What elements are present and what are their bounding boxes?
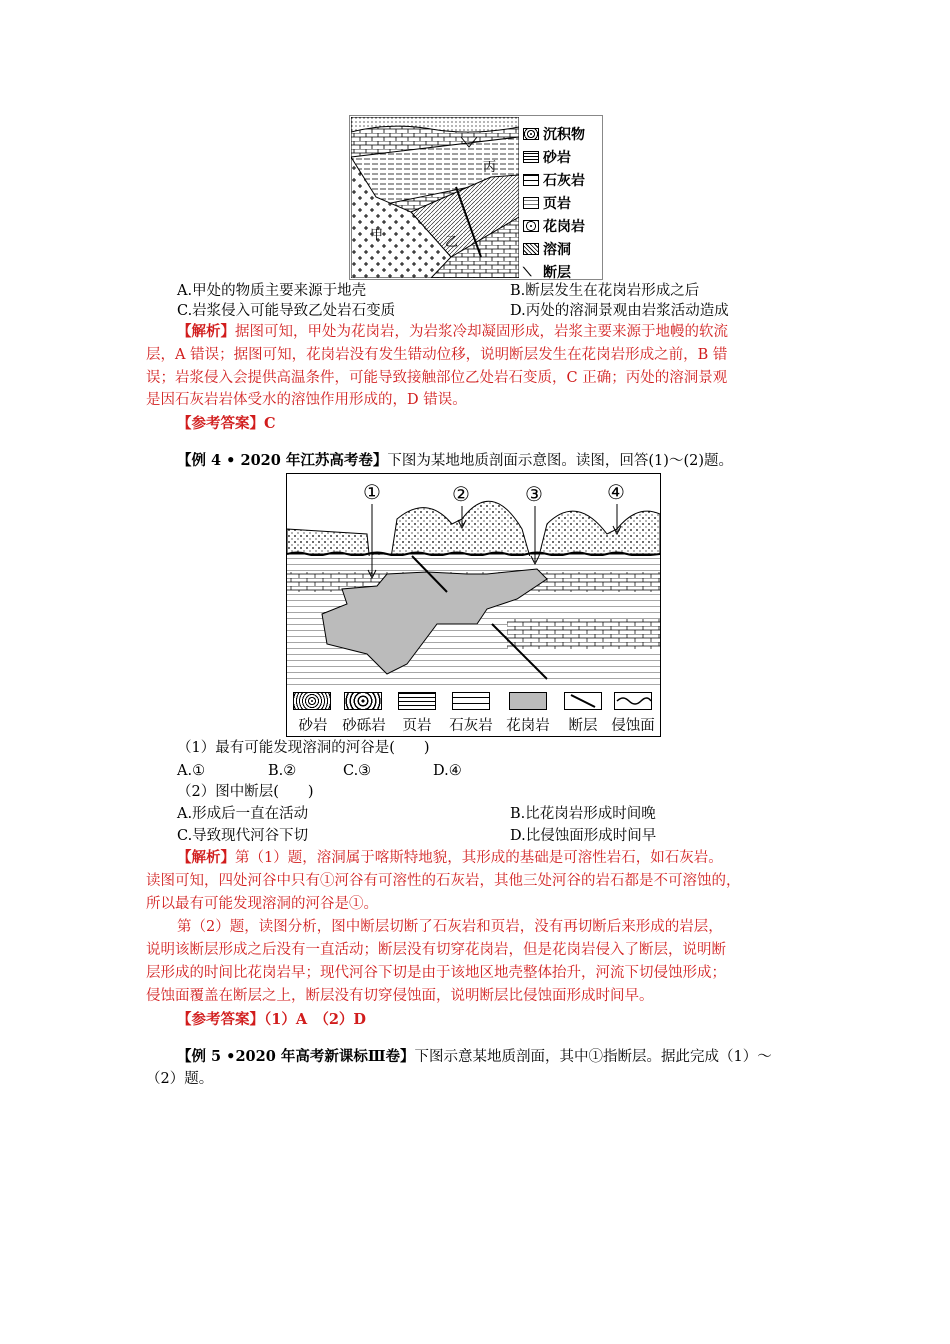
fault-swatch — [564, 692, 602, 710]
ex4-q1: （1）最有可能发现溶洞的河谷是( ) — [177, 740, 430, 756]
analysis-text: 据图可知，甲处为花岗岩，为岩浆冷却凝固形成，岩浆主要来源于地幔的软流 — [235, 324, 728, 340]
ex4-analysis-line-7: 侵蚀面覆盖在断层之上，断层没有切穿侵蚀面，说明断层比侵蚀面形成时间早。 — [146, 988, 654, 1004]
geologic-profile-diagram — [287, 474, 660, 689]
valley-label-4: ④ — [607, 480, 625, 504]
granite-swatch — [523, 220, 539, 232]
legend-shale — [523, 193, 571, 213]
legend-label: 沉积物 — [543, 127, 585, 143]
q3-analysis-line-4: 是因石灰岩岩体受水的溶蚀作用形成的，D 错误。 — [146, 392, 467, 408]
q3-analysis-line-1 — [177, 322, 728, 342]
q3-option-b: B.断层发生在花岗岩形成之后 — [510, 283, 700, 299]
limestone-swatch — [523, 174, 539, 186]
legend-shale: 页岩 — [402, 718, 432, 734]
analysis-text: 第（1）题，溶洞属于喀斯特地貌，其形成的基础是可溶性岩石，如石灰岩。 — [235, 850, 723, 866]
legend-granite: 花岗岩 — [506, 718, 550, 734]
valley-label-2: ② — [452, 482, 470, 506]
ex4-q2-option-a: A.形成后一直在活动 — [177, 806, 309, 822]
legend-sandstone: 砂岩 — [298, 718, 328, 734]
answer-value: （1）A （2）D — [264, 1011, 367, 1028]
fault-symbol-icon: ⟍ — [523, 264, 532, 279]
ex4-q1-option-b: B.② — [268, 763, 297, 779]
geologic-figure-1 — [349, 115, 603, 280]
shale-swatch — [398, 692, 436, 710]
geologic-figure-2 — [286, 473, 661, 737]
q3-answer — [177, 414, 276, 434]
analysis-label: 【解析】 — [177, 849, 235, 866]
erosion-surface-icon — [615, 693, 651, 709]
erosion-swatch — [614, 692, 652, 710]
geologic-section-diagram — [351, 117, 519, 278]
sandstone-swatch — [523, 151, 539, 163]
ex4-q2: （2）图中断层( ) — [177, 784, 314, 800]
sandgravel-swatch — [344, 692, 382, 710]
valley-label-1: ① — [363, 480, 381, 504]
answer-value: C — [264, 415, 276, 432]
ex4-q1-option-c: C.③ — [343, 763, 372, 779]
ex5-header: 【例 5 •2020 年高考新课标Ⅲ卷】 — [177, 1048, 415, 1065]
answer-label: 【参考答案】 — [177, 1011, 264, 1028]
limestone-swatch — [452, 692, 490, 710]
ex4-prompt-text: 下图为某地地质剖面示意图。读图，回答(1)～(2)题。 — [387, 453, 733, 469]
ex4-q2-option-b: B.比花岗岩形成时间晚 — [510, 806, 656, 822]
ex4-analysis-line-4: 第（2）题，读图分析，图中断层切断了石灰岩和页岩，没有再切断后来形成的岩层， — [177, 919, 723, 935]
valley-label-3: ③ — [525, 482, 543, 506]
ex4-analysis-line-2: 读图可知，四处河谷中只有①河谷有可溶性的石灰岩，其他三处河谷的岩石都是不可溶蚀的， — [146, 873, 741, 889]
ex4-header: 【例 4 • 2020 年江苏高考卷】 — [177, 452, 388, 469]
legend-fault — [523, 262, 571, 282]
analysis-label: 【解析】 — [177, 323, 235, 340]
granite-swatch — [509, 692, 547, 710]
legend-erosion: 侵蚀面 — [611, 718, 655, 734]
sandstone-swatch — [293, 692, 331, 710]
legend-label: 断层 — [543, 265, 571, 281]
legend-granite — [523, 216, 585, 236]
ex4-analysis-line-3: 所以最有可能发现溶洞的河谷是①。 — [146, 896, 378, 912]
ex4-q1-option-d: D.④ — [433, 763, 462, 779]
answer-label: 【参考答案】 — [177, 415, 264, 432]
ex5-prompt-line-2: （2）题。 — [146, 1071, 214, 1087]
label-jia: 甲 — [370, 228, 384, 243]
cave-swatch — [523, 243, 539, 255]
legend-limestone: 石灰岩 — [449, 718, 493, 734]
fault-icon — [565, 693, 601, 709]
legend-cave — [523, 239, 571, 259]
ex4-analysis-line-6: 层形成的时间比花岗岩早；现代河谷下切是由于该地区地壳整体抬升，河流下切侵蚀形成； — [146, 965, 726, 981]
label-yi: 乙 — [445, 235, 459, 250]
q3-analysis-line-2: 层，A 错误；据图可知，花岗岩没有发生错动位移，说明断层发生在花岗岩形成之前，B 错 — [146, 347, 728, 363]
ex4-q2-option-c: C.导致现代河谷下切 — [177, 828, 309, 844]
q3-analysis-line-3: 误；岩浆侵入会提供高温条件，可能导致接触部位乙处岩石变质，C 正确；丙处的溶洞景观 — [146, 370, 728, 386]
legend-label: 花岗岩 — [543, 219, 585, 235]
legend-label: 溶洞 — [543, 242, 571, 258]
shale-swatch — [523, 197, 539, 209]
label-bing: 丙 — [483, 160, 497, 175]
legend-sandgravel: 砂砾岩 — [342, 718, 386, 734]
ex4-answer — [177, 1010, 366, 1030]
legend-fault: 断层 — [568, 718, 598, 734]
legend-label: 砂岩 — [543, 150, 571, 166]
ex5-prompt-text: 下图示意某地质剖面，其中①指断层。据此完成（1）～ — [414, 1049, 772, 1065]
ex5-prompt — [177, 1047, 772, 1067]
legend-sediment — [523, 124, 585, 144]
legend-sandstone — [523, 147, 571, 167]
sediment-swatch — [523, 128, 539, 140]
q3-option-c: C.岩浆侵入可能导致乙处岩石变质 — [177, 303, 396, 319]
q3-option-a: A.甲处的物质主要来源于地壳 — [177, 283, 367, 299]
legend-label: 页岩 — [543, 196, 571, 212]
ex4-analysis-line-1 — [177, 848, 723, 868]
ex4-prompt — [177, 451, 733, 471]
ex4-q2-option-d: D.比侵蚀面形成时间早 — [510, 828, 657, 844]
q3-option-d: D.丙处的溶洞景观由岩浆活动造成 — [510, 303, 729, 319]
legend-label: 石灰岩 — [543, 173, 585, 189]
ex4-q1-option-a: A.① — [177, 763, 206, 779]
ex4-analysis-line-5: 说明该断层形成之后没有一直活动；断层没有切穿花岗岩，但是花岗岩侵入了断层，说明断 — [146, 942, 726, 958]
legend-limestone — [523, 170, 585, 190]
